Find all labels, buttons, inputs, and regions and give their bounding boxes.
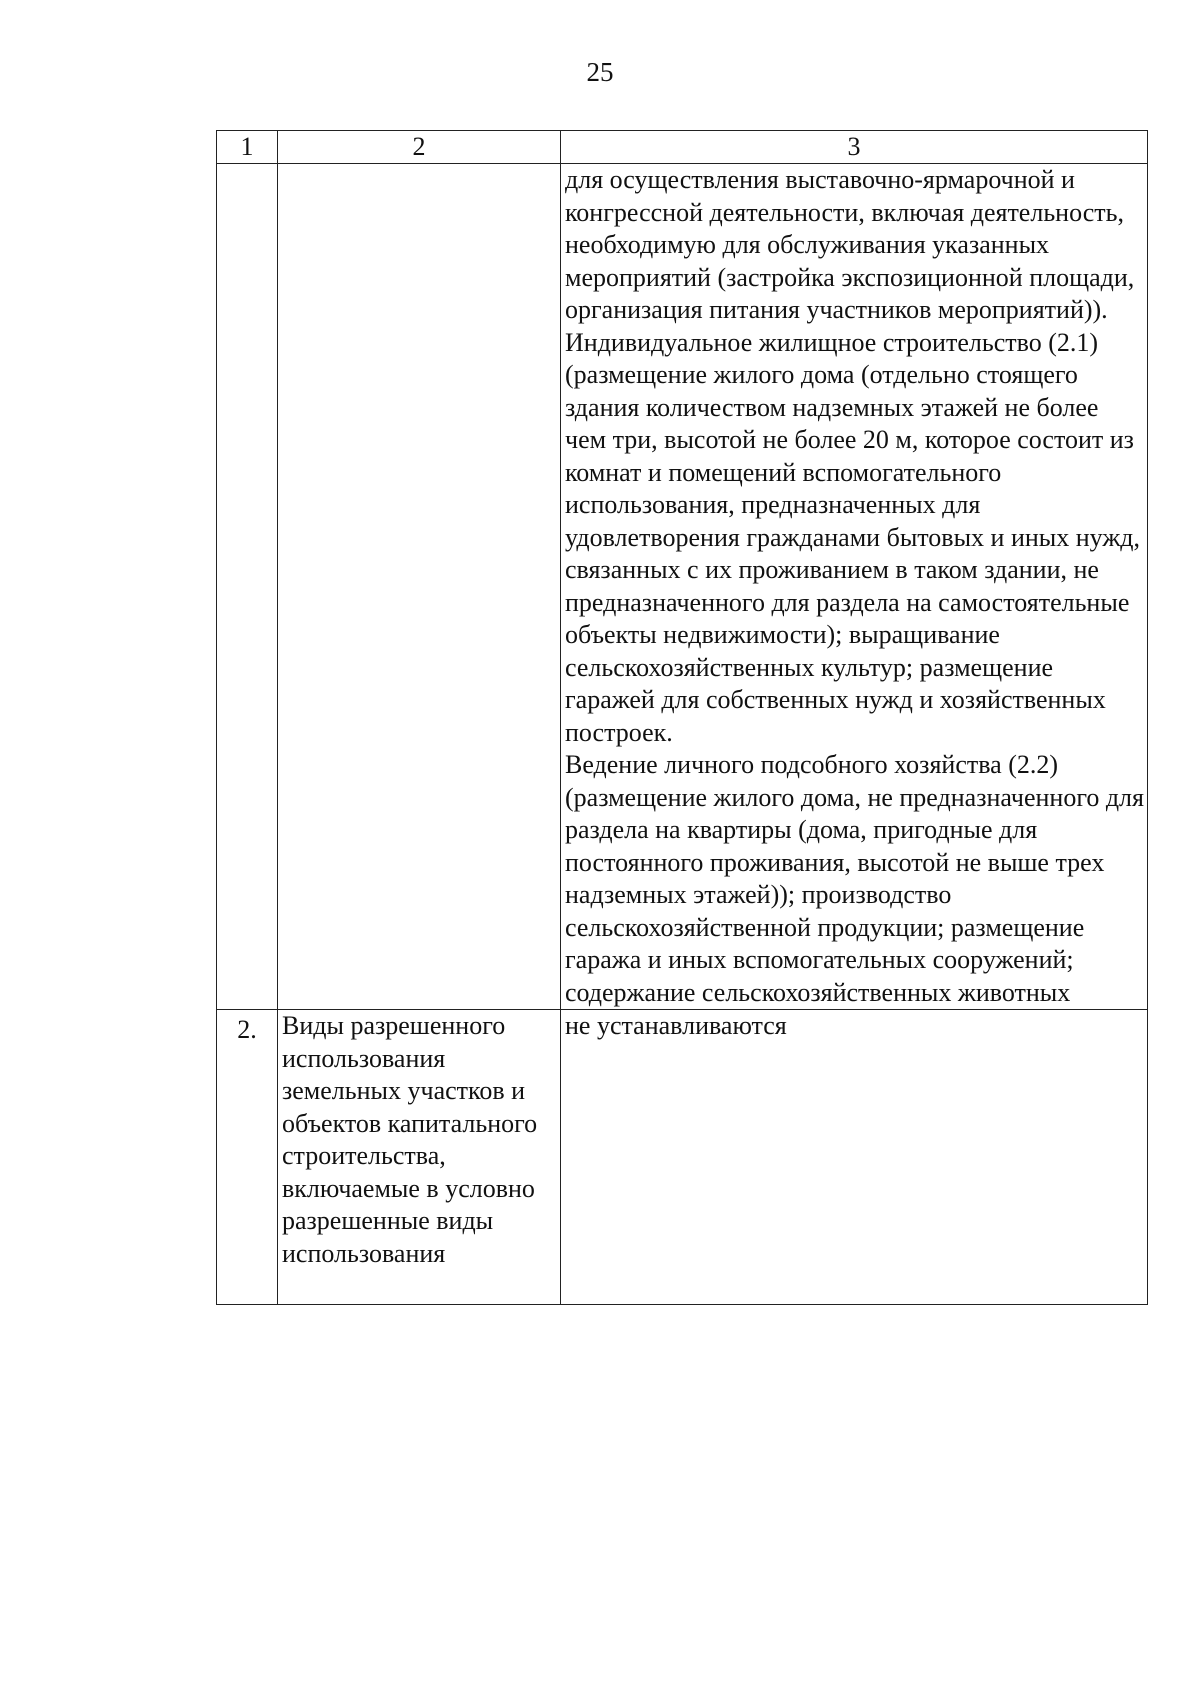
row-name-cell: Виды разрешенного использования земельных участков и объектов капитального строительства, включаемые в условно разрешенные виды использования: [278, 1010, 561, 1305]
row-number-cell: 2.: [217, 1010, 278, 1305]
table-header-row: [217, 131, 1148, 164]
description-paragraph: для осуществления выставочно-ярмарочной и конгрессной деятельности, включая деятельность, необходимую для обслуживания указанных мероприятий (застройка экспозиционной площади, организация питания участников мероприятий)).: [565, 165, 1135, 324]
column-header-1: 1: [217, 131, 278, 164]
description-paragraph: Ведение личного подсобного хозяйства (2.2) (размещение жилого дома, не предназначенного для раздела на квартиры (дома, пригодные для постоянного проживания, высотой не выше трех надземных этажей)); производство сельскохозяйственной продукции; размещение гаража и иных вспомогательных сооружений; содержание сельскохозяйственных животных: [565, 750, 1144, 1007]
table-row: [217, 164, 1148, 1010]
row-description-cell: [561, 164, 1148, 1010]
land-use-table: [216, 130, 1148, 1305]
row-name-cell: [278, 164, 561, 1010]
row-number-cell: [217, 164, 278, 1010]
column-header-2: 2: [278, 131, 561, 164]
row-value-cell: не устанавливаются: [561, 1010, 1148, 1305]
description-paragraph: Индивидуальное жилищное строительство (2.1) (размещение жилого дома (отдельно стоящего здания количеством надземных этажей не более чем три, высотой не более 20 м, которое состоит из комнат и помещений вспомогательного использования, предназначенных для удовлетворения гражданами бытовых и иных нужд, связанных с их проживанием в таком здании, не предназначенного для раздела на самостоятельные объекты недвижимости); выращивание сельскохозяйственных культур; размещение гаражей для собственных нужд и хозяйственных построек.: [565, 327, 1141, 747]
page-number: 25: [586, 57, 614, 87]
table-row: [217, 1010, 1148, 1305]
column-header-3: 3: [561, 131, 1148, 164]
